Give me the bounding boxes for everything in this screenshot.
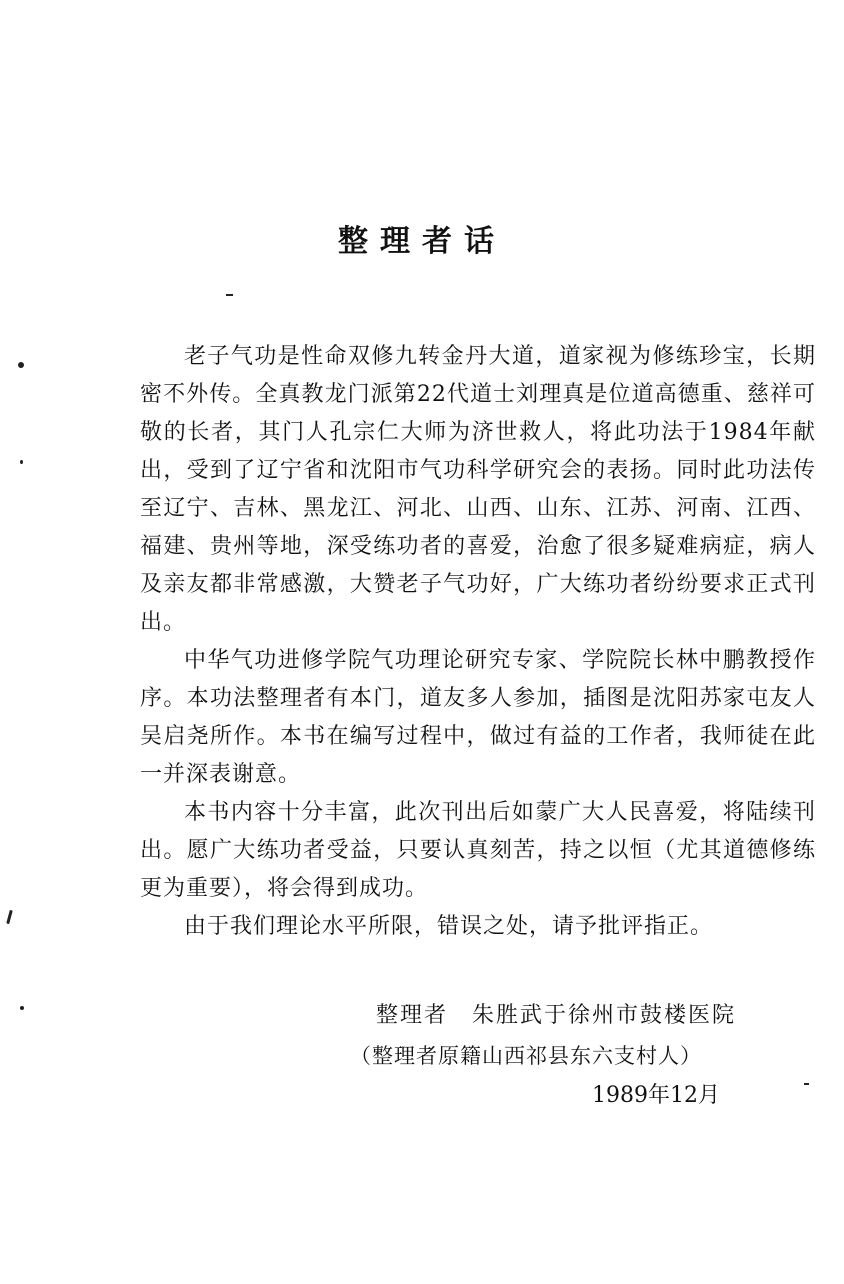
signature-author: 整理者 朱胜武于徐州市鼓楼医院 [376,1003,737,1028]
paragraph-3: 本书内容十分丰富，此次刊出后如蒙广大人民喜爱，将陆续刊出。愿广大练功者受益，只要认真刻苦，持之以恒（尤其道德修练更为重要），将会得到成功。 [140,800,816,901]
paragraph-1: 老子气功是性命双修九转金丹大道，道家视为修练珍宝，长期密不外传。全真教龙门派第22代道士刘理真是位道高德重、慈祥可敬的长者，其门人孔宗仁大师为济世救人，将此功法于1984年献出，受到了辽宁省和沈阳市气功科学研究会的表扬。同时此功法传至辽宁、吉林、黑龙江、河北、山西、山东、江苏、河南、江西、福建、贵州等地，深受练功者的喜爱，治愈了很多疑难病症，病人及亲友都非常感激，大赞老子气功好，广大练功者纷纷要求正式刊出。 [140,344,816,635]
scan-speck [20,1006,24,1010]
scan-speck [20,460,23,464]
body-text [140,338,816,946]
print-mark [226,294,233,296]
signature-date: 1989年12月 [592,1083,720,1108]
scan-speck [804,1083,809,1085]
paragraph-4: 由于我们理论水平所限，错误之处，请予批评指正。 [184,914,714,939]
scan-speck [18,362,24,368]
paragraph-2: 中华气功进修学院气功理论研究专家、学院院长林中鹏教授作序。本功法整理者有本门，道友多人参加，插图是沈阳苏家屯友人吴启尧所作。本书在编写过程中，做过有益的工作者，我师徒在此一并深表谢意。 [140,648,816,787]
page-title: 整理者话 [338,224,506,259]
scan-speck [6,910,13,924]
signature-origin: （整理者原籍山西祁县东六支村人） [350,1044,702,1068]
